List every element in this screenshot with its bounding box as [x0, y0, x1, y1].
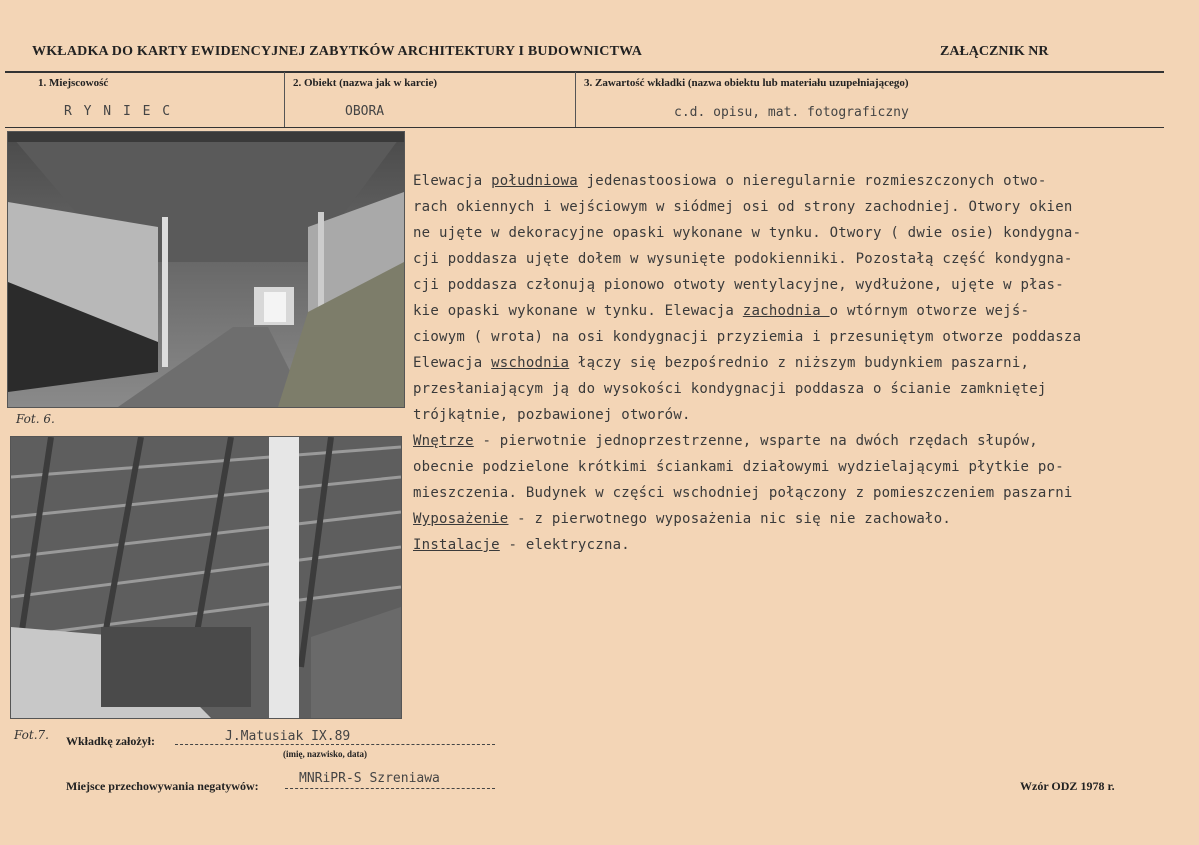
underlined-term: Wnętrze: [413, 433, 474, 449]
text-line-14: Wyposażenie - z pierwotnego wyposażenia nic się nie zachowało.: [413, 511, 952, 527]
text-line-4: cji poddasza ujęte dołem w wysunięte podokienniki. Pozostałą część kondygna-: [413, 251, 1073, 267]
underlined-term: południowa: [491, 173, 578, 189]
text-line-8: Elewacja wschodnia łączy się bezpośrednio z niższym budynkiem paszarni,: [413, 355, 1030, 371]
description-text: [413, 168, 1185, 558]
author-label: Wkładkę założył:: [66, 734, 155, 748]
text-line-10: trójkątnie, pozbawionej otworów.: [413, 407, 691, 423]
author-sublabel: (imię, nazwisko, data): [283, 749, 367, 759]
text-line-9: przesłaniającym ją do wysokości kondygnacji poddasza o ścianie zamkniętej: [413, 381, 1047, 397]
text-line-6: kie opaski wykonane w tynku. Elewacja zachodnia o wtórnym otworze wejś-: [413, 303, 1030, 319]
negatives-value: MNRiPR-S Szreniawa: [299, 771, 440, 786]
underlined-term: zachodnia: [742, 303, 830, 319]
photo-caption-1: Fot. 6.: [16, 412, 55, 426]
text-line-3: ne ujęte w dekoracyjne opaski wykonane w tynku. Otwory ( dwie osie) kondygna-: [413, 225, 1082, 241]
content-value: c.d. opisu, mat. fotograficzny: [674, 105, 909, 120]
content-label: 3. Zawartość wkładki (nazwa obiektu lub materiału uzupełniającego): [584, 77, 909, 89]
negatives-line: [285, 788, 495, 789]
photo-caption-2: Fot.7.: [14, 728, 49, 742]
underlined-term: Wyposażenie: [413, 511, 509, 527]
negatives-label: Miejsce przechowywania negatywów:: [66, 779, 259, 793]
text-line-15: Instalacje - elektryczna.: [413, 537, 630, 553]
author-line: [175, 744, 495, 745]
text-line-5: cji poddasza członują pionowo otwoty wentylacyjne, wydłużone, ujęte w płas-: [413, 277, 1064, 293]
text-line-7: ciowym ( wrota) na osi kondygnacji przyziemia i przesuniętym otworze poddasza: [413, 329, 1082, 345]
top-rule: [5, 71, 1164, 73]
form-version: Wzór ODZ 1978 r.: [1020, 779, 1115, 793]
place-value: R Y N I E C: [64, 104, 173, 119]
photo-barn-interior: [7, 131, 405, 408]
place-label: 1. Miejscowość: [38, 77, 109, 89]
fields-bottom-rule: [5, 127, 1164, 128]
object-value: OBORA: [345, 104, 385, 119]
field-divider-2: [575, 72, 576, 128]
text-line-2: rach okiennych i wejściowym w siódmej osi od strony zachodniej. Otwory okien: [413, 199, 1073, 215]
text-line-1: Elewacja południowa jedenastoosiowa o nieregularnie rozmieszczonych otwo-: [413, 173, 1047, 189]
text-line-12: obecnie podzielone krótkimi ściankami działowymi wydzielającymi płytkie po-: [413, 459, 1064, 475]
field-divider-1: [284, 72, 285, 128]
underlined-term: Instalacje: [413, 537, 500, 553]
annex-label: ZAŁĄCZNIK NR: [940, 44, 1049, 59]
header-title: WKŁADKA DO KARTY EWIDENCYJNEJ ZABYTKÓW ARCHITEKTURY I BUDOWNICTWA: [32, 44, 643, 59]
underlined-term: wschodnia: [491, 355, 570, 371]
text-line-11: Wnętrze - pierwotnie jednoprzestrzenne, wsparte na dwóch rzędach słupów,: [413, 433, 1038, 449]
photo-roof-truss: [10, 436, 402, 719]
author-value: J.Matusiak IX.89: [225, 729, 351, 744]
text-line-13: mieszczenia. Budynek w części wschodniej połączony z pomieszczeniem paszarni: [413, 485, 1073, 501]
object-label: 2. Obiekt (nazwa jak w karcie): [293, 77, 438, 89]
